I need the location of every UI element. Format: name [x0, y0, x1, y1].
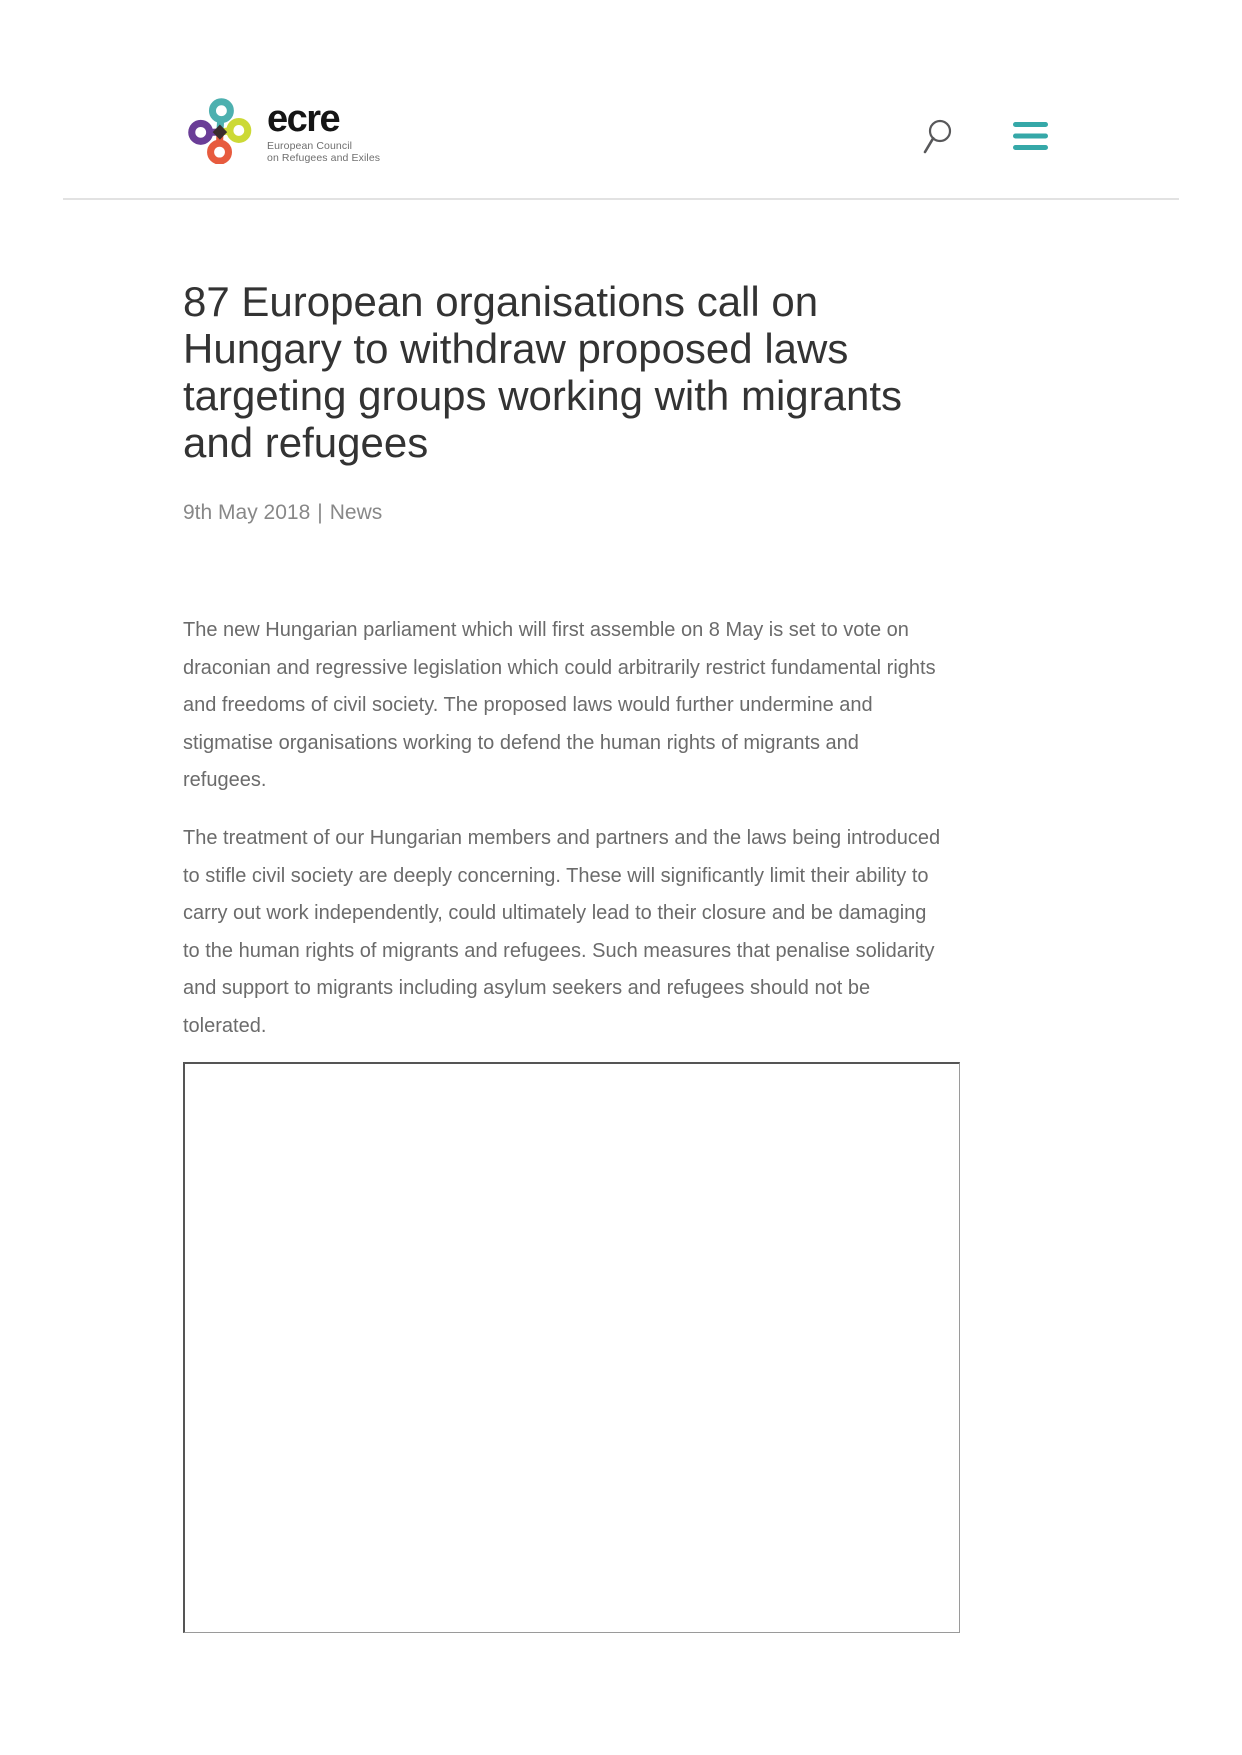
search-icon[interactable] — [918, 112, 954, 156]
article-title: 87 European organisations call on Hungary to withdraw proposed laws targeting groups working with migrants and refugees — [183, 278, 903, 466]
embedded-document-frame[interactable] — [183, 1062, 960, 1633]
brand-name: ecre — [267, 98, 340, 140]
hamburger-menu-icon[interactable] — [1013, 122, 1048, 150]
paragraph-2: The treatment of our Hungarian members and partners and the laws being introduced to stifle civil society are deeply concerning. These will significantly limit their ability to carry out work independently, could ultimately lead to their closure and be damaging to the human rights of migrants and refugees. Such measures that penalise solidarity and support to migrants including asylum seekers and refugees should not be tolerated. — [183, 826, 941, 1037]
article-page — [0, 278, 1242, 1633]
brand-tagline: European Council on Refugees and Exiles — [267, 140, 381, 164]
article-body — [183, 612, 1060, 1633]
paragraph-1: The new Hungarian parliament which will first assemble on 8 May is set to vote on draconian and regressive legislation which could arbitrarily restrict fundamental rights and freedoms of civil society. The proposed laws would further undermine and stigmatise organisations working to defend the human rights of migrants and refugees. — [183, 619, 936, 792]
site-logo[interactable] — [188, 96, 380, 164]
post-meta — [183, 498, 1060, 528]
category-link[interactable]: News — [329, 501, 383, 524]
site-header — [0, 0, 1242, 200]
header-divider — [63, 198, 1179, 200]
post-date: 9th May 2018 — [183, 501, 311, 524]
news-article — [183, 278, 1060, 1633]
ecre-logo-icon — [188, 96, 252, 164]
meta-separator: | — [317, 501, 323, 524]
logo-wordmark — [267, 96, 380, 164]
